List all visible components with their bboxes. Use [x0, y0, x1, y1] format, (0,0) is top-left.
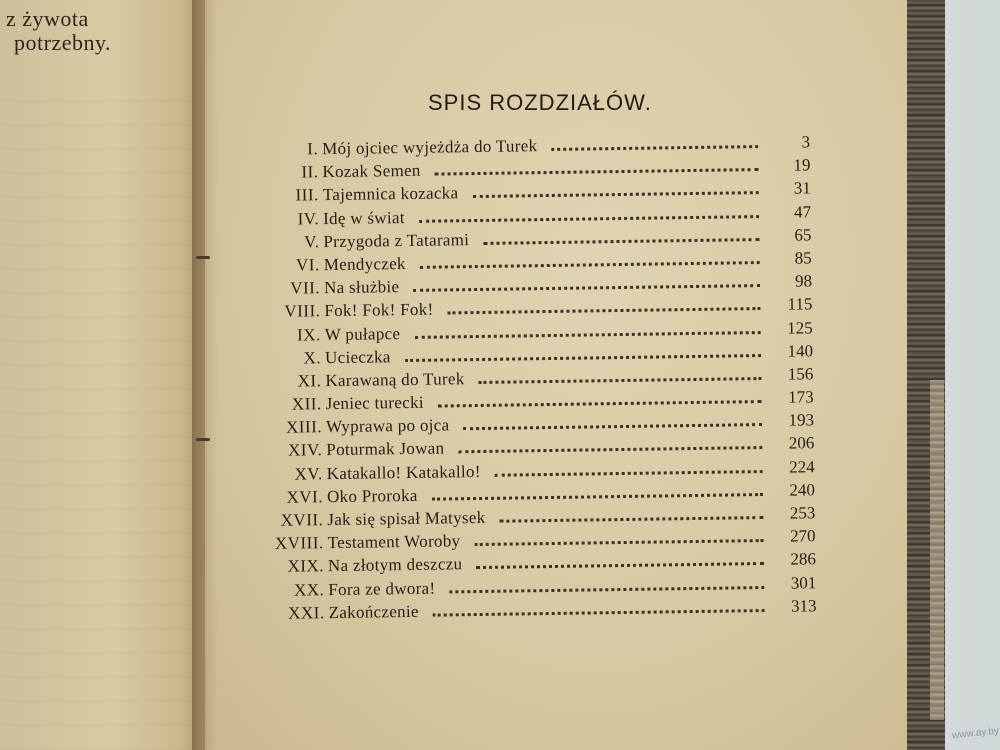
chapter-page-number: 224 [789, 456, 815, 477]
toc-heading: SPIS ROZDZIAŁÓW. [428, 90, 652, 115]
chapter-title: Zakończenie [328, 601, 419, 622]
chapter-page-number: 85 [794, 248, 812, 268]
chapter-number: XVI. [286, 486, 324, 507]
book-page-edge-highlight [930, 380, 944, 720]
chapter-page-number: 270 [789, 526, 816, 546]
chapter-title: Poturmak Jowan [326, 438, 445, 460]
chapter-number: XIV. [287, 440, 323, 461]
chapter-number: XXI. [288, 602, 325, 623]
chapter-page-number: 98 [794, 271, 813, 291]
chapter-number: XII. [291, 394, 322, 414]
chapter-title: Na złotym deszczu [327, 554, 463, 576]
chapter-title: Na służbie [323, 277, 400, 298]
chapter-title: Fok! Fok! Fok! [324, 299, 434, 321]
chapter-number: VI. [295, 255, 320, 275]
chapter-title: Jeniec turecki [325, 392, 424, 414]
chapter-title: Fora ze dwora! [328, 578, 436, 599]
left-page [0, 0, 205, 750]
binding-stitch [196, 256, 210, 259]
chapter-page-number: 47 [793, 201, 812, 222]
table-of-contents [262, 130, 817, 625]
chapter-title: Mój ojciec wyjeżdża do Turek [322, 136, 538, 159]
chapter-number: XIX. [287, 556, 325, 577]
binding-stitch [196, 438, 210, 441]
chapter-page-number: 31 [793, 178, 811, 198]
chapter-title: Przygoda z Tatarami [323, 229, 470, 251]
chapter-page-number: 125 [787, 317, 813, 338]
chapter-number: I. [307, 139, 319, 159]
chapter-number: V. [303, 231, 320, 252]
chapter-title: Jak się spisał Matysek [327, 507, 486, 530]
chapter-page-number: 313 [790, 596, 817, 616]
chapter-title: Testament Woroby [327, 531, 461, 553]
chapter-title: Kozak Semen [322, 160, 421, 182]
chapter-page-number: 19 [793, 155, 811, 175]
chapter-number: VIII. [284, 301, 321, 322]
watermark: www.ay.by [951, 725, 1000, 742]
chapter-number: X. [303, 347, 322, 368]
chapter-title: W pułapce [324, 323, 401, 344]
chapter-number: IV. [297, 208, 320, 229]
leader-dots [432, 595, 764, 623]
chapter-page-number: 240 [789, 480, 816, 500]
book-gutter [192, 0, 218, 750]
chapter-page-number: 156 [787, 364, 814, 384]
leader-dots [499, 502, 763, 529]
chapter-page-number: 115 [787, 294, 813, 314]
chapter-number: XVII. [280, 510, 324, 530]
chapter-page-number: 206 [788, 433, 815, 454]
left-page-line-2: potrzebny. [14, 30, 112, 55]
chapter-title: Katakallo! Katakallo! [326, 461, 481, 483]
chapter-number: IX. [296, 324, 321, 345]
chapter-number: XX. [293, 579, 325, 600]
chapter-number: XI. [297, 371, 322, 391]
chapter-number: II. [301, 162, 319, 182]
chapter-page-number: 140 [787, 341, 814, 361]
chapter-title: Oko Proroka [326, 485, 418, 506]
chapter-page-number: 173 [788, 387, 814, 407]
chapter-page-number: 65 [794, 225, 812, 245]
chapter-page-number: 301 [790, 572, 817, 593]
chapter-number: XIII. [285, 417, 323, 437]
chapter-page-number: 3 [801, 132, 811, 152]
show-through-text [0, 100, 200, 750]
chapter-number: III. [295, 185, 319, 205]
chapter-title: Ucieczka [324, 346, 391, 367]
chapter-title: Tajemnica kozacka [322, 183, 459, 205]
chapter-page-number: 253 [789, 503, 816, 523]
chapter-title: Idę w świat [322, 207, 405, 228]
leader-dots [551, 131, 758, 157]
left-page-line-1: z żywota [6, 6, 89, 31]
chapter-number: XVIII. [274, 533, 324, 554]
chapter-title: Mendyczek [323, 253, 406, 275]
chapter-number: XV. [294, 463, 323, 484]
chapter-page-number: 286 [790, 549, 817, 570]
chapter-page-number: 193 [788, 410, 815, 430]
chapter-title: Wyprawa po ojca [325, 415, 450, 437]
leader-dots [495, 456, 763, 483]
chapter-number: VII. [290, 278, 321, 298]
chapter-title: Karawaną do Turek [325, 369, 465, 391]
